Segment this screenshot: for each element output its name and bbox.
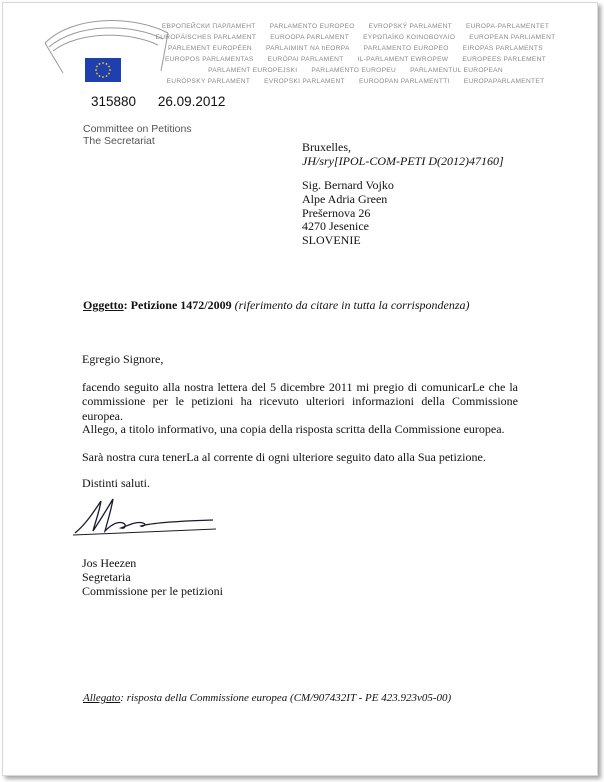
parliament-name: EURÓPAI PARLAMENT — [267, 56, 344, 63]
parliament-name: EUROPA-PARLAMENTET — [465, 23, 550, 30]
parliament-name: PARLAMENTUL EUROPEAN — [410, 67, 503, 74]
annex-line — [83, 692, 451, 704]
reference-line — [91, 94, 243, 109]
flag-star — [106, 63, 108, 65]
parliament-name: PARLAMENTO EUROPEO — [269, 23, 355, 30]
parliament-name: EUROPOS PARLAMENTAS — [164, 56, 254, 63]
paragraph-1: facendo seguito alla nostra lettera del 5 dicembre 2011 mi pregio di comunicarLe che la commissione per le petizioni ha ricevuto ulteriori informazioni della Commissione europea. — [82, 380, 518, 423]
parliament-name: PARLAMENTO EUROPEO — [363, 45, 449, 52]
greeting: Egregio Signore, — [82, 352, 164, 366]
closing: Distinti saluti. — [82, 476, 151, 490]
parliament-name: PARLEMENT EUROPÉEN — [168, 45, 252, 52]
reference-date: 26.09.2012 — [157, 94, 226, 109]
parliament-name: EUROPEAN PARLIAMENT — [469, 34, 556, 41]
address-line: Prešernova 26 — [302, 205, 371, 220]
flag-star — [106, 75, 108, 77]
parliament-name: EUROOPAN PARLAMENTTI — [358, 78, 450, 85]
reference-number: 315880 — [91, 94, 137, 109]
parliament-name: EURÓPSKY PARLAMENT — [166, 78, 251, 85]
address-line: 4270 Jesenice — [302, 219, 369, 234]
parliament-names-row — [153, 54, 558, 65]
signer-role: Segretaria — [82, 570, 131, 585]
address-line: SLOVENIE — [302, 233, 361, 248]
parliament-name: PARLAIMINT NA hEORPA — [265, 45, 350, 52]
parliament-names-row — [153, 76, 558, 87]
parliament-names-row — [153, 65, 558, 76]
flag-star — [96, 73, 98, 75]
subject-label: Oggetto — [83, 298, 124, 312]
signer-block — [82, 556, 223, 599]
flag-star — [99, 63, 101, 65]
eu-flag-icon — [85, 58, 121, 82]
parliament-name: IL-PARLAMENT EWROPEW — [357, 56, 449, 63]
paragraph-2: Allego, a titolo informativo, una copia della risposta scritta della Commissione europea. — [82, 422, 505, 436]
committee-name: Committee on Petitions — [83, 123, 192, 135]
parliament-name: EVROPSKÝ PARLAMENT — [368, 23, 452, 30]
place-text: Bruxelles, — [302, 140, 351, 154]
annex-text: : risposta della Commissione europea (CM/907432IT - PE 423.923v05-00) — [120, 692, 452, 704]
signer-body: Commissione per le petizioni — [82, 584, 223, 599]
parliament-name: EVROPSKI PARLAMENT — [264, 78, 345, 85]
parliament-name: PARLAMENT EUROPEJSKI — [208, 67, 298, 74]
letter-page — [2, 2, 598, 776]
flag-star — [96, 66, 98, 68]
parliament-names — [153, 21, 558, 87]
parliament-name: ΕΥΡΩΠΑΪΚΟ ΚΟΙΝΟΒΟΥΛΙΟ — [363, 34, 456, 41]
subject-line — [83, 298, 470, 313]
parliament-names-row — [153, 21, 558, 32]
subject-petition: Petizione 1472/2009 — [130, 298, 232, 312]
parliament-name: PARLAMENTO EUROPEU — [311, 67, 397, 74]
annex-label: Allegato — [83, 692, 121, 704]
flag-star — [109, 69, 111, 71]
flag-star — [102, 76, 104, 78]
recipient-address — [302, 179, 394, 248]
flag-star — [99, 75, 101, 77]
subject-note: (riferimento da citare in tutta la corrispondenza) — [234, 298, 470, 312]
parliament-name: ЕВРОПЕЙСКИ ПАРЛАМЕНТ — [161, 23, 256, 30]
signer-name: Jos Heezen — [82, 556, 137, 570]
secretariat-name: The Secretariat — [83, 135, 155, 147]
flag-star — [95, 69, 97, 71]
flag-star — [108, 73, 110, 75]
parliament-name: EUROOPA PARLAMENT — [270, 34, 350, 41]
subject-colon: : — [123, 298, 128, 312]
parliament-names-row — [153, 43, 558, 54]
parliament-name: EIROPAS PARLAMENTS — [462, 45, 543, 52]
paragraph-3: Sarà nostra cura tenerLa al corrente di ogni ulteriore seguito dato alla Sua petizione. — [82, 450, 486, 464]
signature-icon — [71, 495, 221, 540]
address-line: Alpe Adria Green — [302, 191, 388, 206]
place-block — [302, 140, 504, 168]
parliament-names-row — [153, 32, 558, 43]
flag-star — [102, 62, 104, 64]
committee-block — [83, 123, 192, 147]
parliament-name: EUROPAPARLAMENTET — [463, 78, 545, 85]
parliament-name: EUROPEES PARLEMENT — [462, 56, 547, 63]
letter-reference: JH/sry[IPOL-COM-PETI D(2012)47160] — [302, 154, 504, 168]
flag-star — [108, 66, 110, 68]
address-line: Sig. Bernard Vojko — [302, 178, 394, 192]
parliament-name: EUROPÄISCHES PARLAMENT — [155, 34, 257, 41]
